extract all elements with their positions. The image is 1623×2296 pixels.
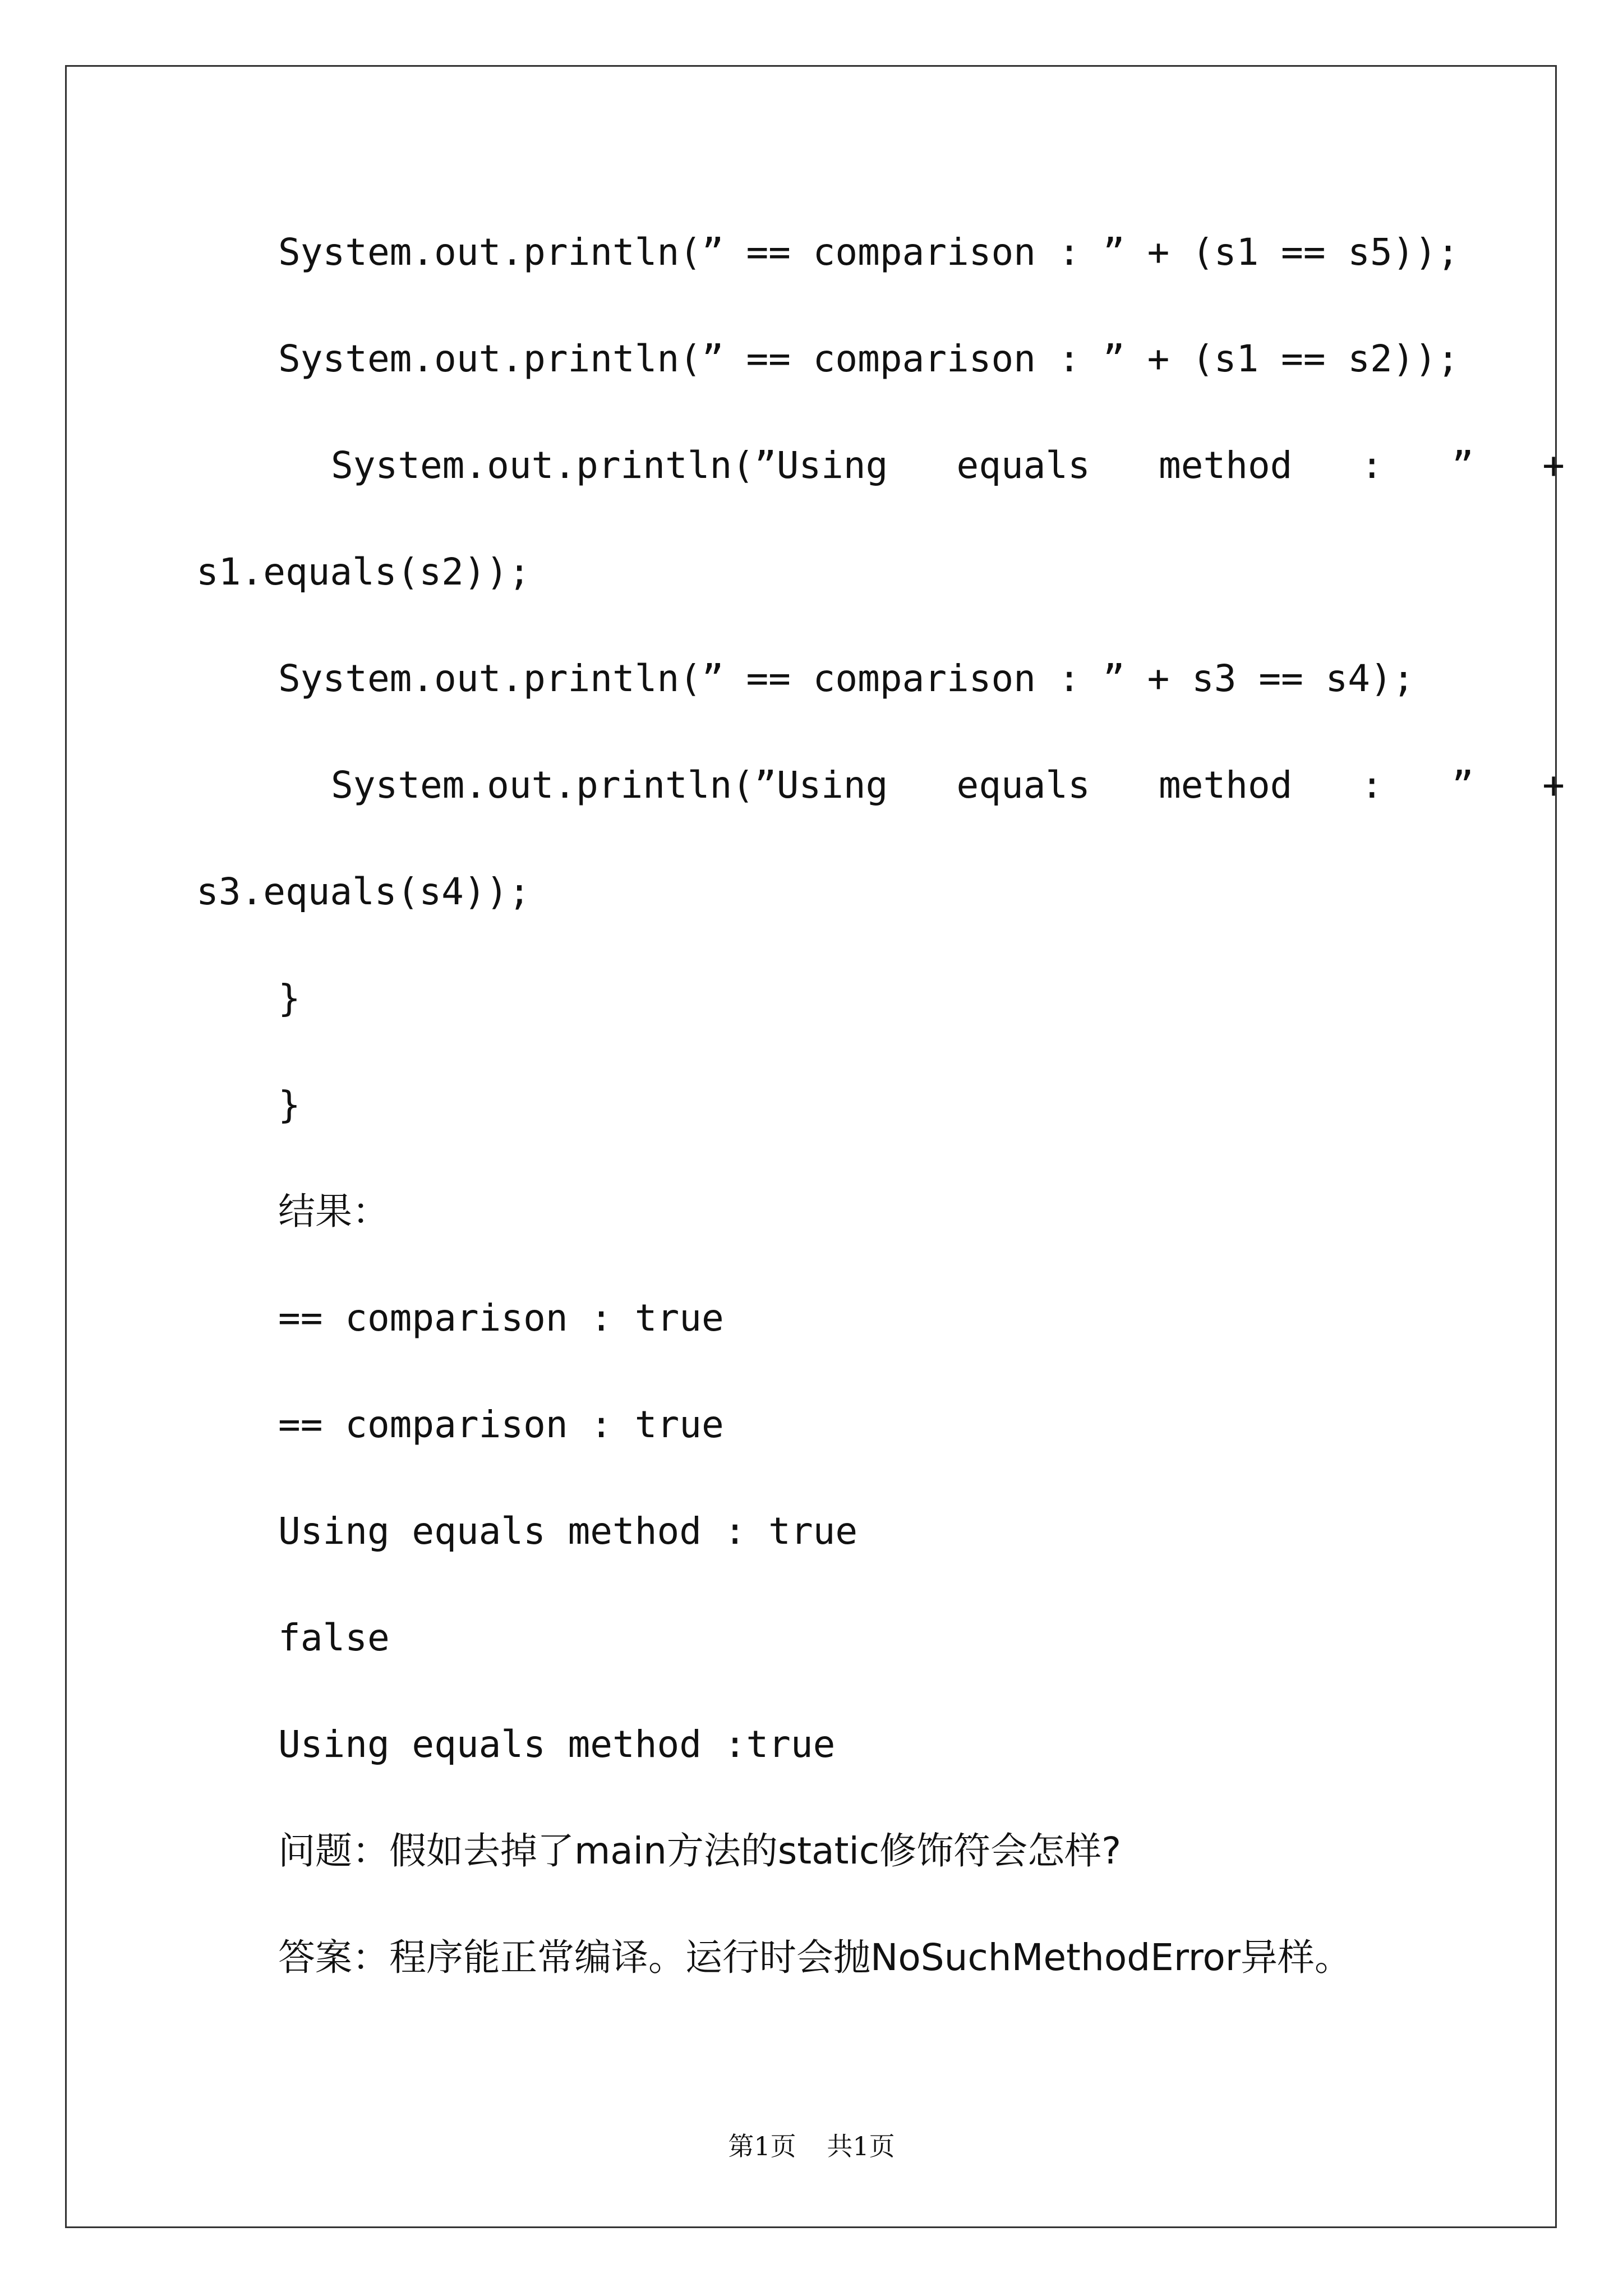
code-line-justified: System.out.println(”Using equals method : ” + [331,763,1565,807]
page-total: 共1页 [827,2131,895,2161]
answer-text: 答案：程序能正常编译。运行时会抛NoSuchMethodError异样。 [278,1936,1352,1979]
code-line: System.out.println(” == comparison : ” + (s1 == s5)); [278,231,1459,274]
result-heading: 结果： [278,1190,389,1233]
code-line-justified: System.out.println(”Using equals method : ” + [331,444,1565,487]
question-text: 问题：假如去掉了main方法的static修饰符会怎样? [278,1829,1122,1872]
output-line: false [278,1616,390,1659]
code-line: s1.equals(s2)); [196,550,531,593]
page-number: 第1页 [728,2131,796,2161]
code-line: System.out.println(” == comparison : ” + (s1 == s2)); [278,337,1459,380]
code-line: } [278,1083,301,1126]
output-line: == comparison : true [278,1296,724,1340]
code-line: s3.equals(s4)); [196,870,531,913]
code-line: } [278,977,301,1020]
output-line: == comparison : true [278,1403,724,1446]
page-footer [0,2126,1623,2163]
page-border [65,65,1557,2228]
output-line: Using equals method : true [278,1510,858,1553]
code-line: System.out.println(” == comparison : ” + s3 == s4); [278,657,1415,700]
output-line: Using equals method :true [278,1723,836,1766]
